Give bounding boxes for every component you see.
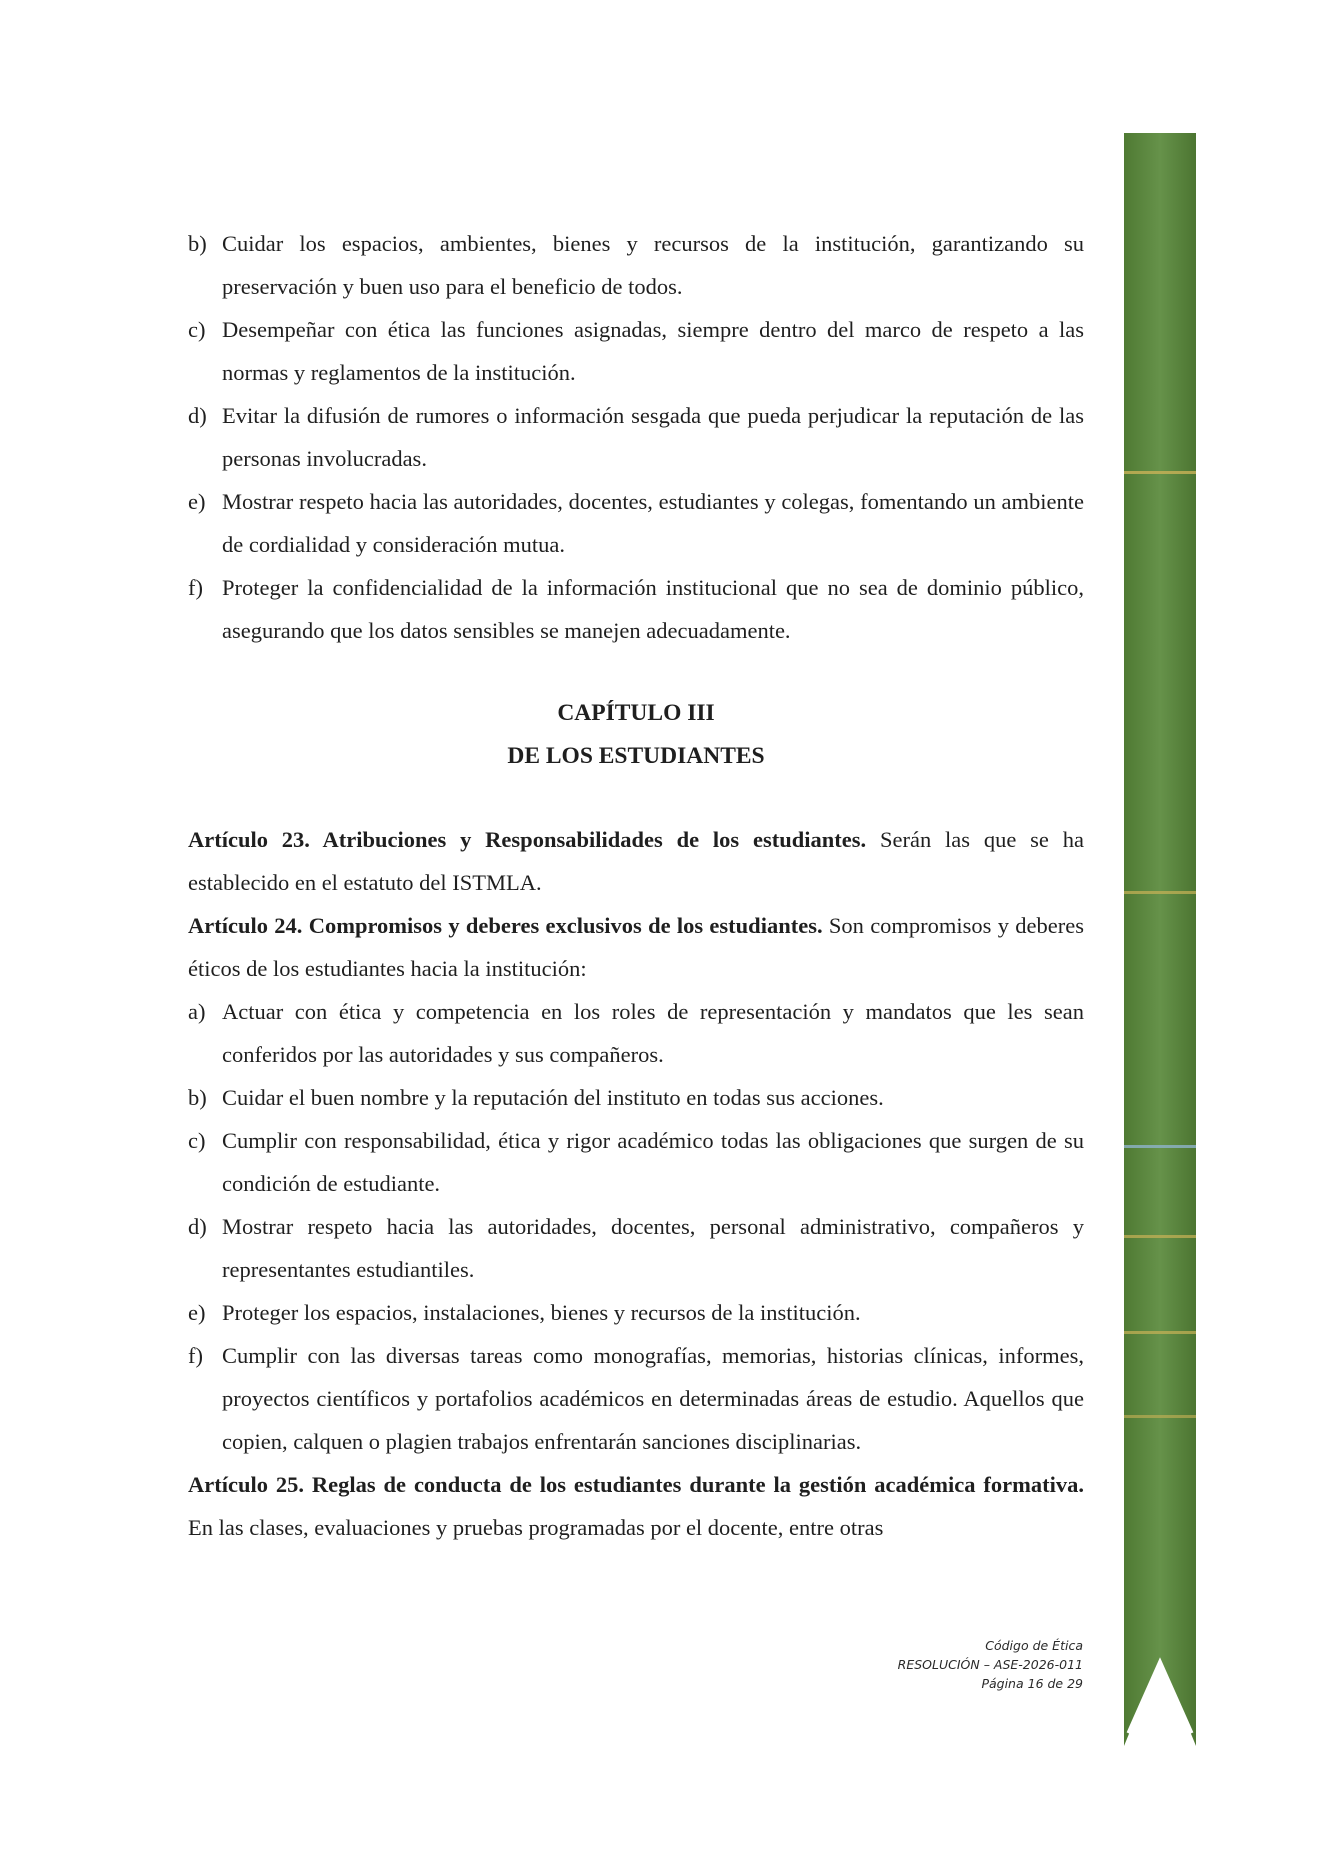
ribbon-stripe (1124, 471, 1196, 474)
article-text: En las clases, evaluaciones y pruebas programadas por el docente, entre otras (188, 1515, 884, 1540)
list-item: e) Mostrar respeto hacia las autoridades, docentes, estudiantes y colegas, fomentando un ambiente de cordialidad y consideración mutua. (188, 489, 1084, 557)
green-ribbon-bookmark (1124, 133, 1196, 1746)
list-item: c) Cumplir con responsabilidad, ética y rigor académico todas las obligaciones que surgen de su condición de estudiante. (188, 1128, 1084, 1196)
chapter-title: DE LOS ESTUDIANTES (507, 743, 765, 769)
list-item: d) Mostrar respeto hacia las autoridades, docentes, personal administrativo, compañeros y representantes estudiantiles. (188, 1214, 1084, 1282)
list-item: f) Proteger la confidencialidad de la información institucional que no sea de dominio público, asegurando que los datos sensibles se manejen adecuadamente. (188, 575, 1084, 643)
list-item: f) Cumplir con las diversas tareas como monografías, memorias, historias clínicas, informes, proyectos científicos y portafolios académicos en determinadas áreas de estudio. Aquellos que copien, calquen o plagien trabajos enfrentarán sanciones disciplinarias. (188, 1343, 1084, 1454)
chapter-number: CAPÍTULO III (557, 700, 715, 726)
article-title: Artículo 23. Atribuciones y Responsabilidades de los estudiantes. (188, 827, 867, 852)
ribbon-stripe (1124, 891, 1196, 894)
article-23 (188, 818, 1084, 904)
footer-document-name: Código de Ética (985, 1638, 1083, 1653)
list-item: b) Cuidar los espacios, ambientes, bienes y recursos de la institución, garantizando su preservación y buen uso para el beneficio de todos. (188, 231, 1084, 299)
list-item: b) Cuidar el buen nombre y la reputación del instituto en todas sus acciones. (188, 1085, 884, 1110)
article-25 (188, 1463, 1084, 1549)
footer-page-number: Página 16 de 29 (981, 1676, 1083, 1691)
list-top (188, 222, 1084, 652)
article-24 (188, 904, 1084, 990)
ribbon-stripe (1124, 1415, 1196, 1418)
ribbon-stripe (1124, 1331, 1196, 1334)
footer-resolution: RESOLUCIÓN – ASE-2026-011 (897, 1657, 1083, 1672)
ribbon-graphic (1124, 133, 1196, 1746)
ribbon-stripe (1124, 1145, 1196, 1148)
page-footer (898, 1636, 1083, 1693)
list-item: a) Actuar con ética y competencia en los roles de representación y mandatos que les sean conferidos por las autoridades y sus compañeros. (188, 999, 1084, 1067)
list-item: d) Evitar la difusión de rumores o información sesgada que pueda perjudicar la reputación de las personas involucradas. (188, 403, 1084, 471)
article-title: Artículo 24. Compromisos y deberes exclusivos de los estudiantes. (188, 913, 823, 938)
document-body (188, 222, 1084, 1549)
list-item: e) Proteger los espacios, instalaciones, bienes y recursos de la institución. (188, 1300, 861, 1325)
article-text: Son compromisos y deberes éticos de los estudiantes hacia la institución: (188, 913, 1084, 981)
ribbon-body (1124, 133, 1196, 1746)
article-title: Artículo 25. Reglas de conducta de los estudiantes durante la gestión académica formativa. (188, 1472, 1084, 1497)
article-text: Serán las que se ha establecido en el estatuto del ISTMLA. (188, 827, 1084, 895)
list-item: c) Desempeñar con ética las funciones asignadas, siempre dentro del marco de respeto a las normas y reglamentos de la institución. (188, 317, 1084, 385)
article-24-list (188, 990, 1084, 1463)
ribbon-stripe (1124, 1235, 1196, 1238)
